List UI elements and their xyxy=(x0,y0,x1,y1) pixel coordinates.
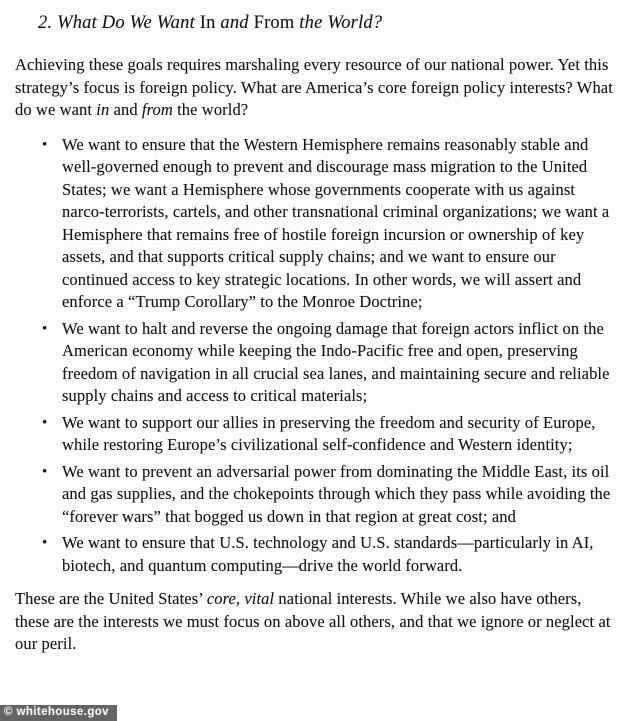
bullet-marker-icon: • xyxy=(42,535,48,551)
bullet-item xyxy=(42,461,618,529)
bullet-list xyxy=(15,134,618,578)
closing-paragraph: These are the United States’ core, vital national interests. While we also have others, these are the interests we must focus on above all others, and that we ignore or neglect at our peril. xyxy=(15,589,611,653)
bullet-text: We want to ensure that U.S. technology and U.S. standards—particularly in AI, biotech, and quantum computing—drive the world forward. xyxy=(62,533,594,575)
bullet-text: We want to ensure that the Western Hemisphere remains reasonably stable and well-governed enough to prevent and discourage mass migration to the United States; we want a Hemisphere whose governments cooperate with us against narco-terrorists, cartels, and other transnational criminal organizations; we want a Hemisphere that remains free of hostile foreign incursion or ownership of key assets, and that supports critical supply chains; and we want to ensure our continued access to key strategic locations. In other words, we will assert and enforce a “Trump Corollary” to the Monroe Doctrine; xyxy=(62,134,610,311)
bullet-marker-icon: • xyxy=(42,320,48,337)
bullet-item xyxy=(42,412,618,457)
bullet-marker-icon: • xyxy=(42,463,48,480)
bullet-item xyxy=(42,532,618,577)
bullet-marker-icon: • xyxy=(42,414,48,431)
bullet-text: We want to support our allies in preserving the freedom and security of Europe, while restoring Europe’s civilizational self-confidence and Western identity; xyxy=(62,412,596,454)
watermark-badge: © whitehouse.gov xyxy=(0,705,117,721)
bullet-marker-icon: • xyxy=(42,136,48,153)
section-heading: 2. What Do We Want In and From the World? xyxy=(38,13,383,33)
bullet-item xyxy=(42,318,618,408)
bullet-item xyxy=(42,134,618,314)
bullet-text: We want to prevent an adversarial power from dominating the Middle East, its oil and gas supplies, and the chokepoints through which they pass while avoiding the “forever wars” that bogged us down in that region at great cost; and xyxy=(62,461,611,526)
intro-paragraph: Achieving these goals requires marshaling every resource of our national power. Yet this strategy’s focus is foreign policy. What are America’s core foreign policy interests? What do we want in and from the world? xyxy=(15,55,613,119)
bullet-text: We want to halt and reverse the ongoing damage that foreign actors inflict on the American economy while keeping the Indo-Pacific free and open, preserving freedom of navigation in all crucial sea lanes, and maintaining secure and reliable supply chains and access to critical materials; xyxy=(62,318,610,405)
